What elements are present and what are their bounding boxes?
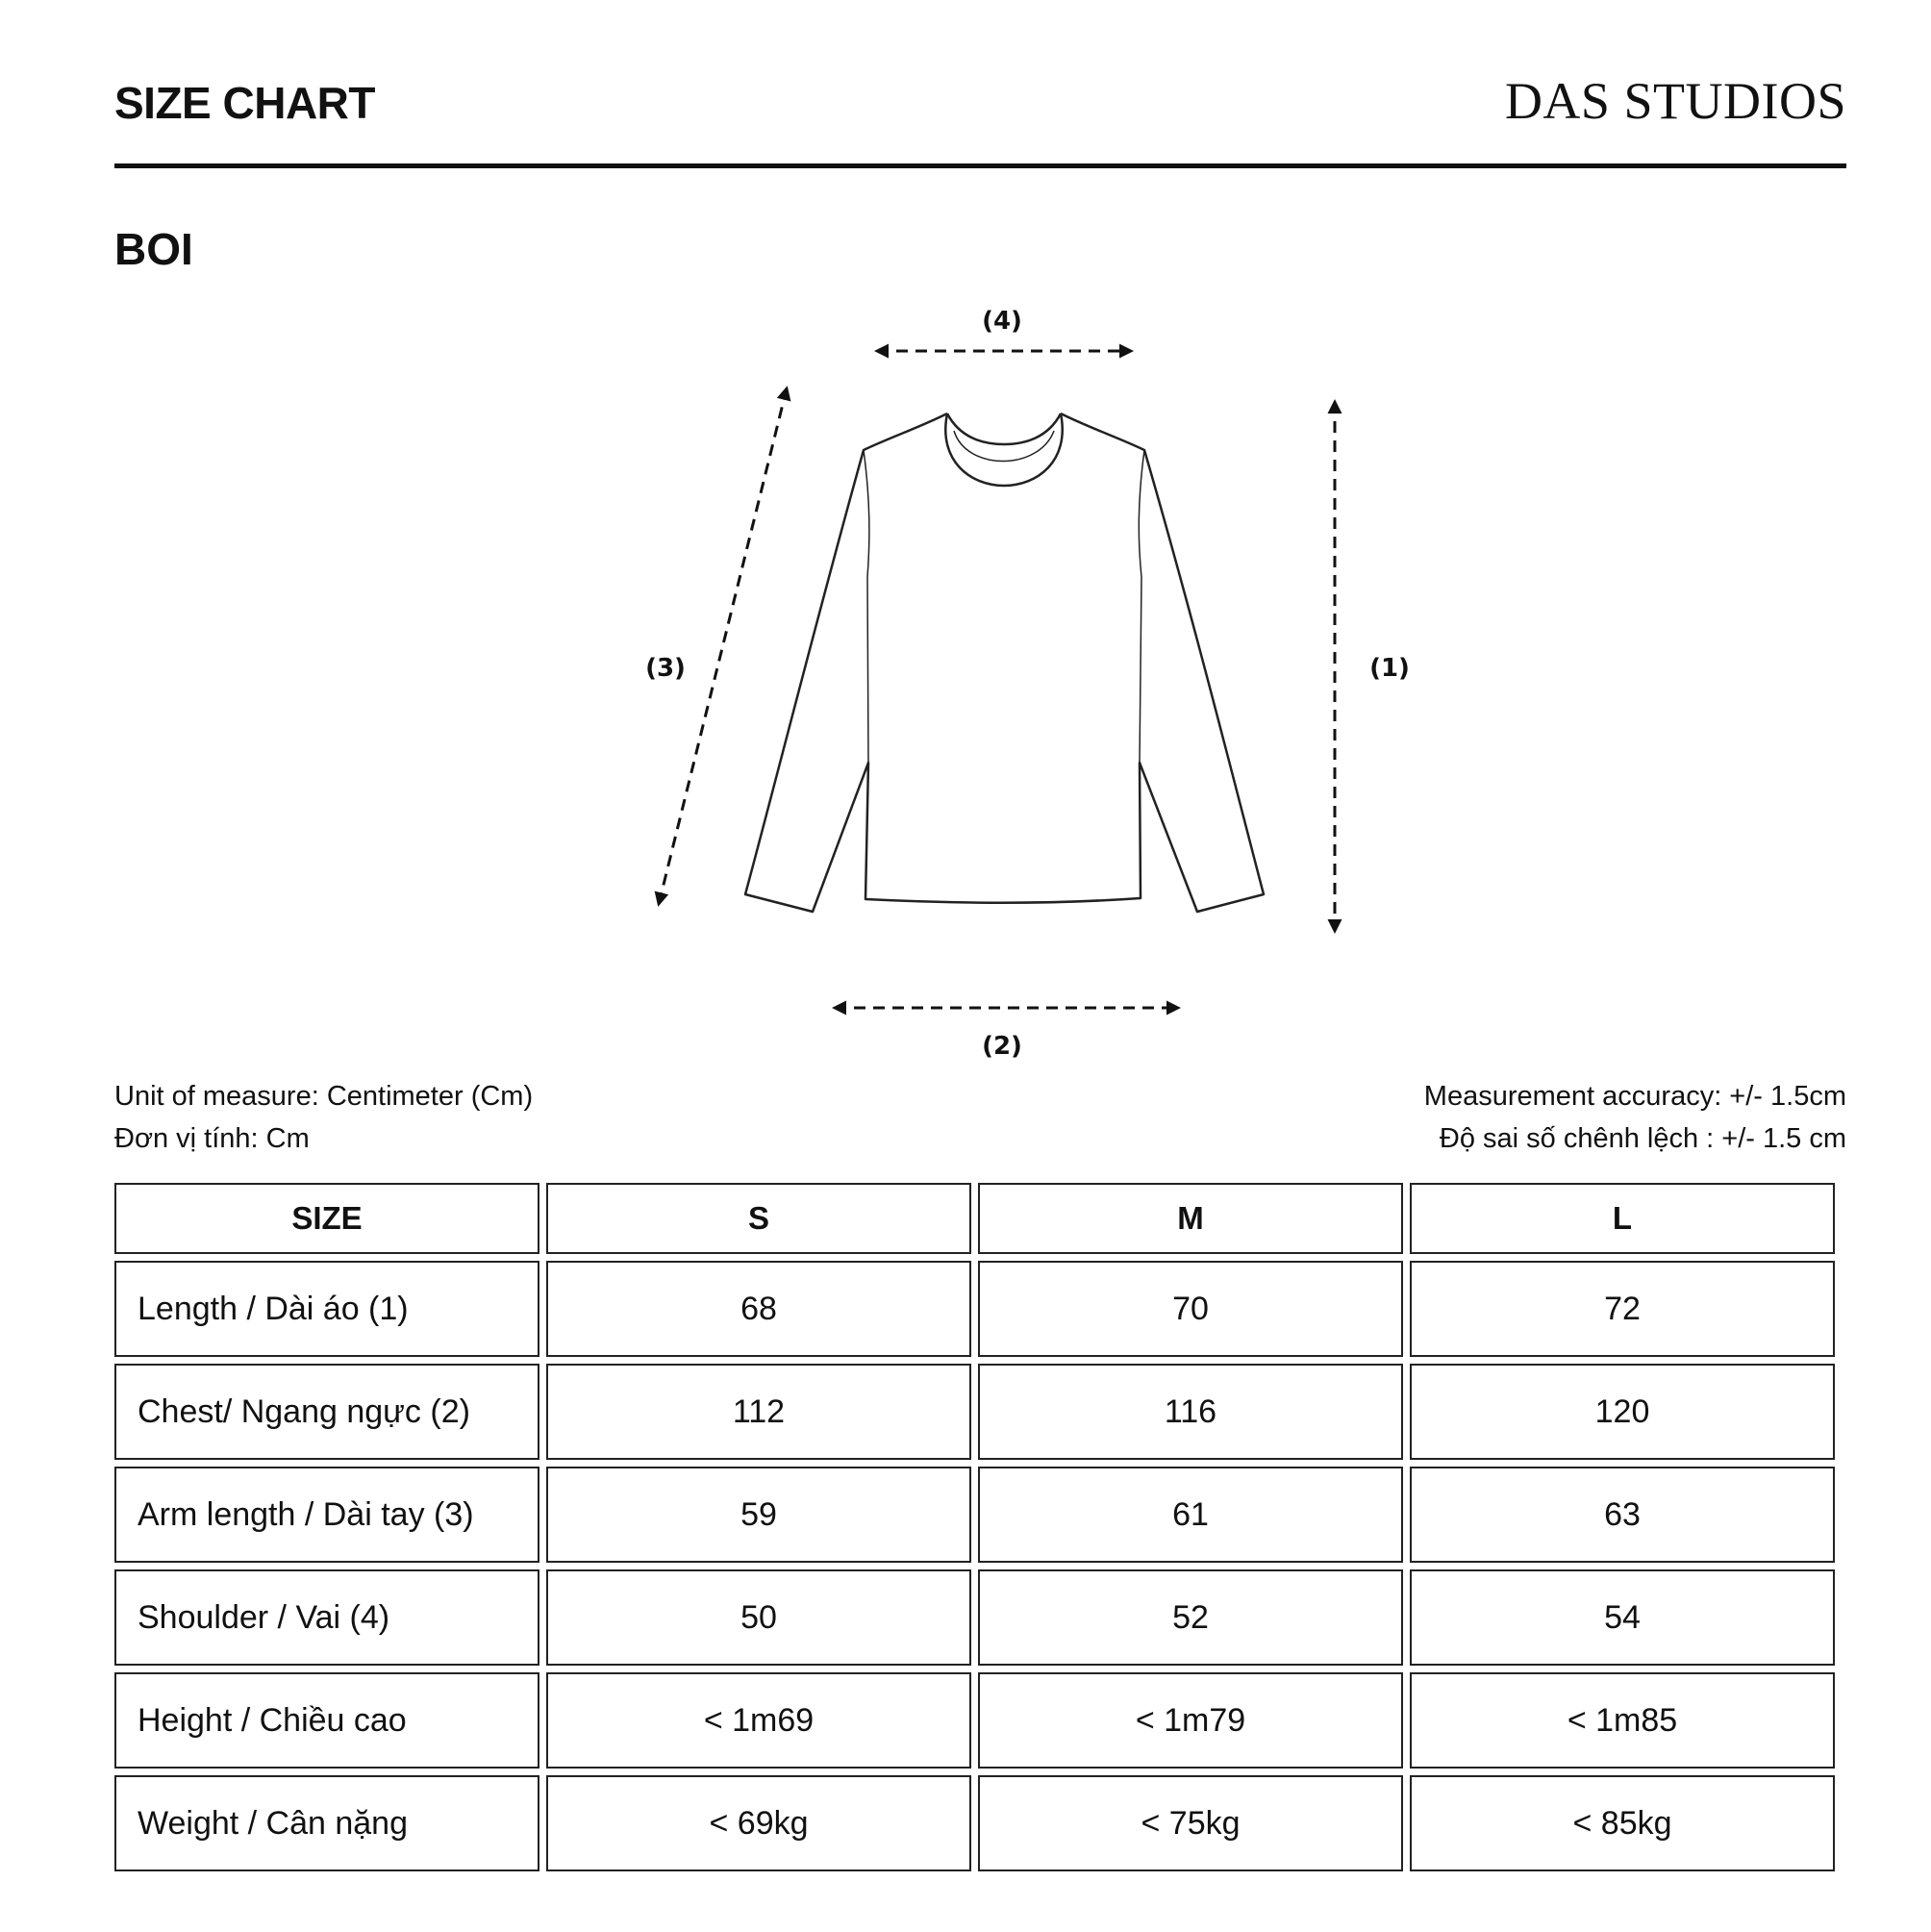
table-row bbox=[114, 1569, 1835, 1666]
label-arm: (3) bbox=[645, 654, 686, 683]
arm-arrow bbox=[659, 389, 787, 904]
row-label: Arm length / Dài tay (3) bbox=[114, 1467, 539, 1563]
table-row bbox=[114, 1261, 1835, 1357]
header-m: M bbox=[978, 1183, 1403, 1254]
cell-value: < 1m85 bbox=[1410, 1672, 1835, 1769]
table-row bbox=[114, 1467, 1835, 1563]
cell-value: 63 bbox=[1410, 1467, 1835, 1563]
cell-value: 68 bbox=[546, 1261, 971, 1357]
header-s: S bbox=[546, 1183, 971, 1254]
cell-value: 52 bbox=[978, 1569, 1403, 1666]
cell-value: 120 bbox=[1410, 1364, 1835, 1460]
row-label: Chest/ Ngang ngực (2) bbox=[114, 1364, 539, 1460]
cell-value: < 75kg bbox=[978, 1775, 1403, 1871]
header-l: L bbox=[1410, 1183, 1835, 1254]
table-row bbox=[114, 1775, 1835, 1871]
row-label: Length / Dài áo (1) bbox=[114, 1261, 539, 1357]
cell-value: 50 bbox=[546, 1569, 971, 1666]
cell-value: < 1m79 bbox=[978, 1672, 1403, 1769]
table-row bbox=[114, 1364, 1835, 1460]
product-name: BOI bbox=[114, 224, 193, 274]
accuracy-en: Measurement accuracy: +/- 1.5cm bbox=[1423, 1081, 1846, 1112]
label-chest: (2) bbox=[982, 1032, 1022, 1061]
sweater-outline bbox=[745, 414, 1264, 912]
accuracy-info bbox=[1424, 1075, 1846, 1160]
unit-info bbox=[114, 1075, 533, 1160]
cell-value: 116 bbox=[978, 1364, 1403, 1460]
cell-value: < 85kg bbox=[1410, 1775, 1835, 1871]
cell-value: < 1m69 bbox=[546, 1672, 971, 1769]
cell-value: 59 bbox=[546, 1467, 971, 1563]
row-label: Weight / Cân nặng bbox=[114, 1775, 539, 1871]
unit-vi: Đơn vị tính: Cm bbox=[114, 1123, 310, 1154]
accuracy-vi: Độ sai số chênh lệch : +/- 1.5 cm bbox=[1439, 1123, 1846, 1154]
unit-en: Unit of measure: Centimeter (Cm) bbox=[114, 1081, 534, 1112]
brand-logo: DAS STUDIOS bbox=[1504, 72, 1846, 130]
cell-value: 72 bbox=[1410, 1261, 1835, 1357]
row-label: Shoulder / Vai (4) bbox=[114, 1569, 539, 1666]
size-table bbox=[108, 1176, 1842, 1878]
row-label: Height / Chiều cao bbox=[114, 1672, 539, 1769]
label-length: (1) bbox=[1369, 654, 1410, 683]
cell-value: 70 bbox=[978, 1261, 1403, 1357]
table-row bbox=[114, 1672, 1835, 1769]
cell-value: 61 bbox=[978, 1467, 1403, 1563]
header-size: SIZE bbox=[114, 1183, 539, 1254]
table-header-row bbox=[114, 1183, 1835, 1254]
cell-value: < 69kg bbox=[546, 1775, 971, 1871]
cell-value: 54 bbox=[1410, 1569, 1835, 1666]
cell-value: 112 bbox=[546, 1364, 971, 1460]
label-shoulder: (4) bbox=[982, 307, 1022, 336]
page-title: SIZE CHART bbox=[114, 78, 375, 128]
